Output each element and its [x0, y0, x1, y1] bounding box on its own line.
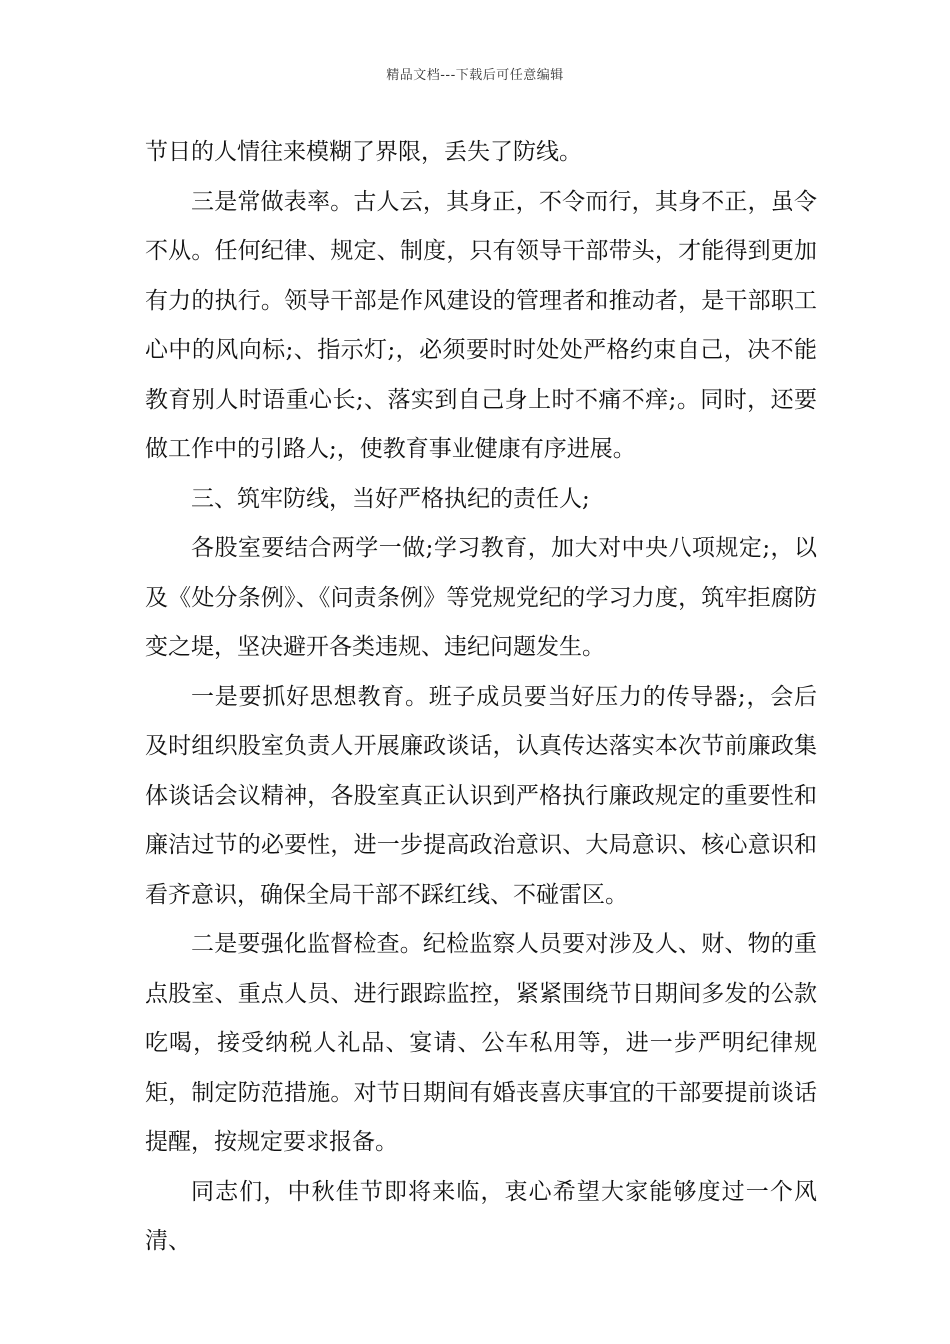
document-body: [145, 128, 817, 1267]
paragraph: 节日的人情往来模糊了界限，丢失了防线。: [145, 139, 582, 165]
paragraph: 二是要强化监督检查。纪检监察人员要对涉及人、财、物的重点股室、重点人员、进行跟踪监控，紧紧围绕节日期间多发的公款吃喝，接受纳税人礼品、宴请、公车私用等，进一步严明纪律规矩，制定防范措施。对节日期间有婚丧喜庆事宜的干部要提前谈话提醒，按规定要求报备。: [145, 931, 817, 1155]
paragraph: 三是常做表率。古人云，其身正，不令而行，其身不正，虽令不从。任何纪律、规定、制度，只有领导干部带头，才能得到更加有力的执行。领导干部是作风建设的管理者和推动者，是干部职工心中的风向标;、指示灯;，必须要时时处处严格约束自己，决不能教育别人时语重心长;、落实到自己身上时不痛不痒;。同时，还要做工作中的引路人;，使教育事业健康有序进展。: [145, 188, 817, 462]
paragraph: 一是要抓好思想教育。班子成员要当好压力的传导器;，会后及时组织股室负责人开展廉政谈话，认真传达落实本次节前廉政集体谈话会议精神，各股室真正认识到严格执行廉政规定的重要性和廉洁过节的必要性，进一步提高政治意识、大局意识、核心意识和看齐意识，确保全局干部不踩红线、不碰雷区。: [145, 683, 817, 908]
section-heading: 三、筑牢防线，当好严格执纪的责任人;: [191, 485, 590, 512]
paragraph: 同志们，中秋佳节即将来临，衷心希望大家能够度过一个风清、: [145, 1178, 817, 1254]
page-header: 精品文档---下载后可任意编辑: [386, 68, 564, 83]
paragraph: 各股室要结合两学一做;学习教育，加大对中央八项规定;，以及《处分条例》、《问责条例》等党规党纪的学习力度，筑牢拒腐防变之堤，坚决避开各类违规、违纪问题发生。: [145, 535, 817, 660]
